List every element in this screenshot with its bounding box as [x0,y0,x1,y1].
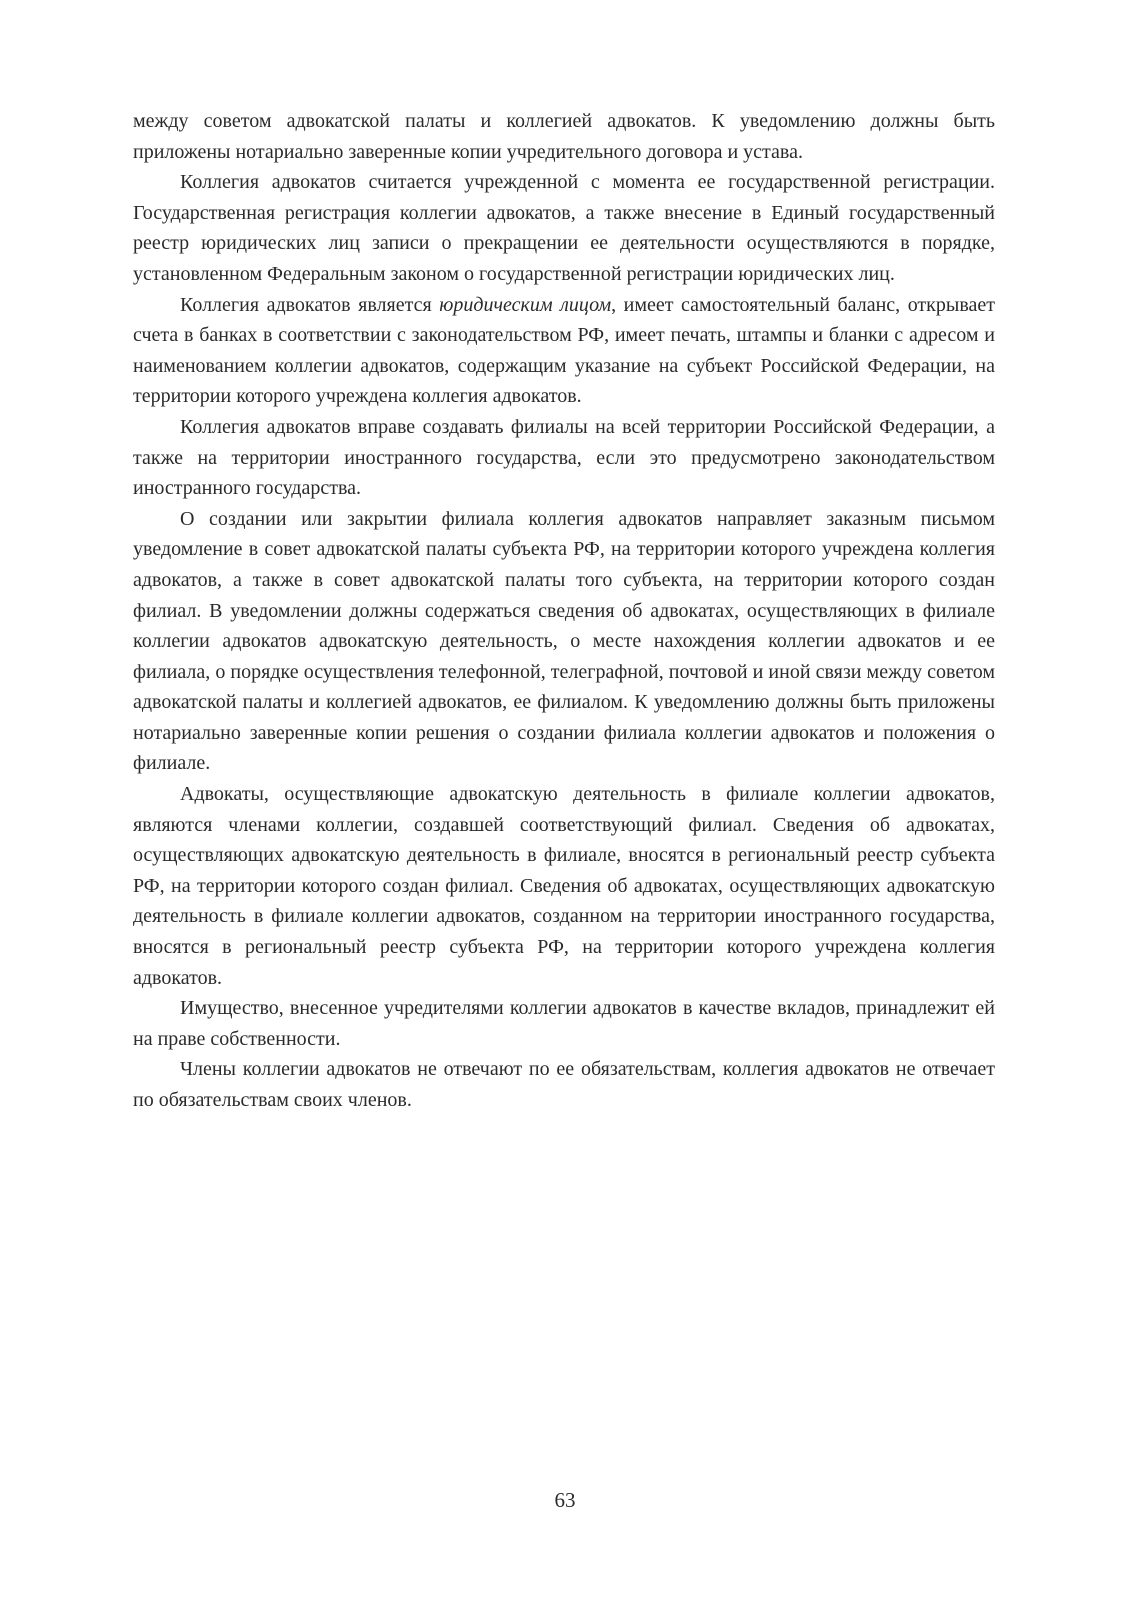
page-body [133,106,995,1116]
paragraph-text: Коллегия адвокатов является [180,293,440,316]
page-number: 63 [554,1488,576,1512]
paragraph: между советом адвокатской палаты и коллегией адвокатов. К уведомлению должны быть приложены нотариально заверенные копии учредительного договора и устава. [133,110,995,163]
paragraph: Члены коллегии адвокатов не отвечают по ее обязательствам, коллегия адвокатов не отвечает по обязательствам своих членов. [133,1058,995,1111]
paragraph-text: , имеет самостоятельный баланс, открывает счета в банках в соответствии с законодательством РФ, имеет печать, штампы и бланки с адресом и наименованием коллегии адвокатов, содержащим указание на субъект Российской Федерации, на территории которого учреждена коллегия адвокатов. [133,293,995,408]
paragraph: Имущество, внесенное учредителями коллегии адвокатов в качестве вкладов, принадлежит ей на праве собственности. [133,997,995,1050]
paragraph [133,290,995,412]
paragraph: Коллегия адвокатов считается учрежденной с момента ее государственной регистрации. Государственная регистрация коллегии адвокатов, а также внесение в Единый государственный реестр юридических лиц записи о прекращении ее деятельности осуществляются в порядке, установленном Федеральным законом о государственной регистрации юридических лиц. [133,171,995,285]
paragraph: Коллегия адвокатов вправе создавать филиалы на всей территории Российской Федерации, а также на территории иностранного государства, если это предусмотрено законодательством иностранного государства. [133,415,995,500]
paragraph: Адвокаты, осуществляющие адвокатскую деятельность в филиале коллегии адвокатов, являются членами коллегии, создавшей соответствующий филиал. Сведения об адвокатах, осуществляющих адвокатскую деятельность в филиале, вносятся в региональный реестр субъекта РФ, на территории которого создан филиал. Сведения об адвокатах, осуществляющих адвокатскую деятельность в филиале коллегии адвокатов, созданном на территории иностранного государства, вносятся в региональный реестр субъекта РФ, на территории которого учреждена коллегия адвокатов. [133,783,995,989]
emphasized-term: юридическим лицом [439,293,612,316]
paragraph: О создании или закрытии филиала коллегия адвокатов направляет заказным письмом уведомление в совет адвокатской палаты субъекта РФ, на территории которого учреждена коллегия адвокатов, а также в совет адвокатской палаты того субъекта, на территории которого создан филиал. В уведомлении должны содержаться сведения об адвокатах, осуществляющих в филиале коллегии адвокатов адвокатскую деятельность, о месте нахождения коллегии адвокатов и ее филиала, о порядке осуществления телефонной, телеграфной, почтовой и иной связи между советом адвокатской палаты и коллегией адвокатов, ее филиалом. К уведомлению должны быть приложены нотариально заверенные копии решения о создании филиала коллегии адвокатов и положения о филиале. [133,507,995,775]
